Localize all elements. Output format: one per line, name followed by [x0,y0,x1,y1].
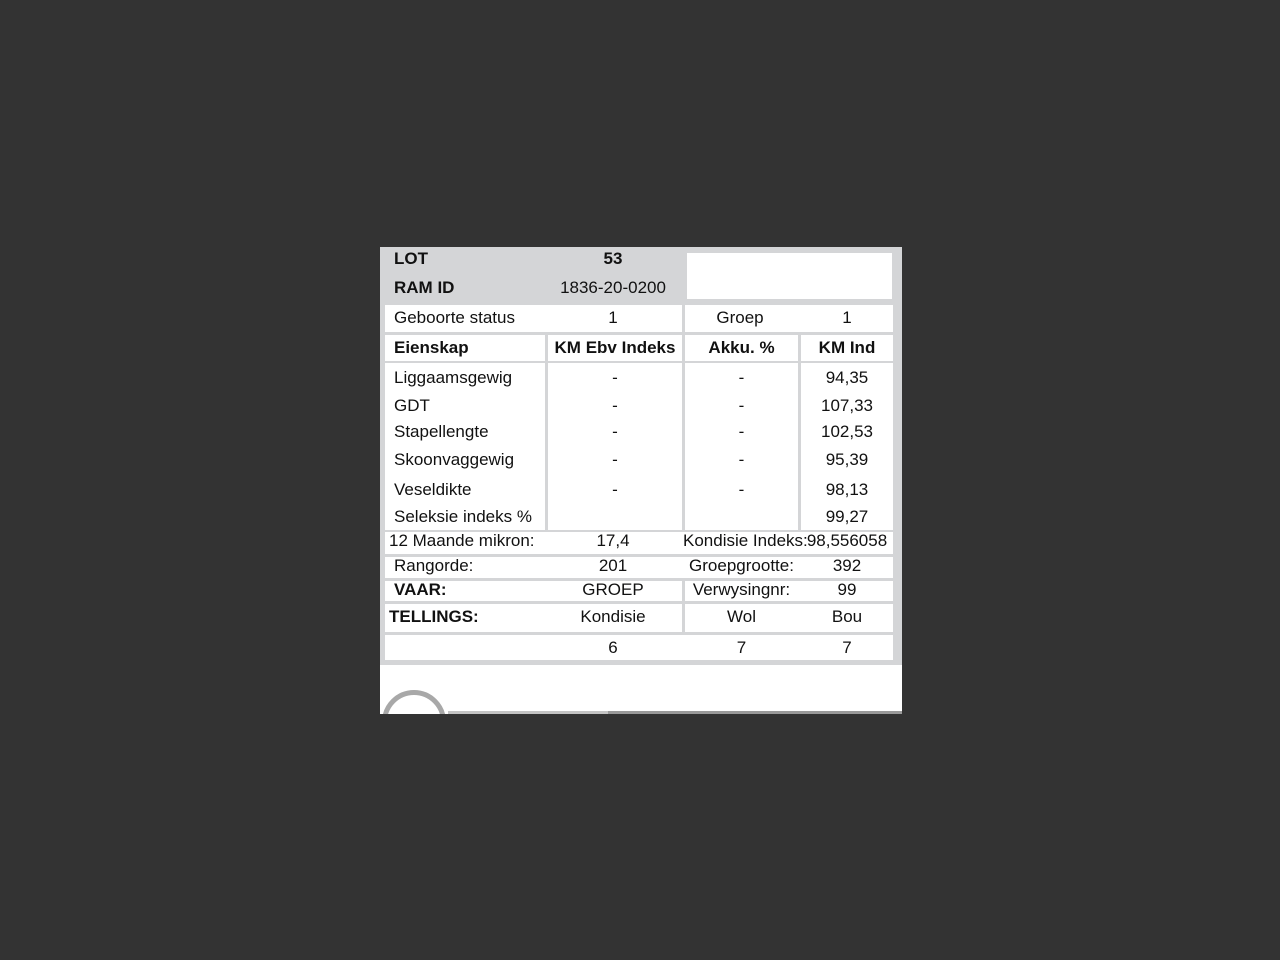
ram-id-value: 1836-20-0200 [560,278,666,297]
trait-name: Skoonvaggewig [394,450,515,469]
ram-report-card [380,247,902,714]
birth-status-label: Geboorte status [394,308,515,327]
trait-index: 99,27 [825,507,869,526]
trait-accuracy: - [738,368,745,387]
trait-index: 102,53 [821,422,873,441]
trait-index: 94,35 [825,368,869,387]
trait-ebv: - [612,422,618,441]
count-header-build: Bou [831,607,863,626]
footer-divider-light [448,711,608,714]
group-value: 1 [842,308,852,327]
trait-name: Stapellengte [394,422,489,441]
lot-value: 53 [603,249,623,268]
trait-index: 95,39 [825,450,869,469]
group-size-label: Groepgrootte: [689,556,794,575]
group-label: Groep [716,308,764,327]
trait-name: GDT [394,396,430,415]
sire-value: GROEP [582,580,644,599]
condition-index-label: Kondisie Indeks: [683,531,808,550]
count-header-condition: Kondisie [580,607,646,626]
trait-ebv: - [612,368,618,387]
col-header-accuracy: Akku. % [708,338,775,357]
report-panel [380,247,902,665]
birth-status-value: 1 [608,308,618,327]
count-value-wool: 7 [736,638,747,657]
rank-value: 201 [598,556,628,575]
micron-label: 12 Maande mikron: [389,531,535,550]
count-value-condition: 6 [608,638,618,657]
trait-name: Veseldikte [394,480,472,499]
ram-id-label: RAM ID [394,278,455,297]
condition-index-value: 98,556058 [806,531,888,550]
trait-accuracy-column [685,363,798,530]
col-header-trait: Eienskap [394,338,469,357]
count-value-build: 7 [842,638,852,657]
micron-value: 17,4 [596,531,630,550]
footer-circle-graphic [382,690,446,714]
trait-ebv: - [612,396,618,415]
trait-accuracy: - [738,480,745,499]
trait-accuracy: - [738,450,745,469]
trait-index-column [801,363,893,530]
trait-index: 107,33 [821,396,873,415]
trait-ebv-column [548,363,682,530]
trait-name: Seleksie indeks % [394,507,532,526]
trait-accuracy: - [738,396,745,415]
trait-index: 98,13 [825,480,869,499]
reference-value: 99 [837,580,857,599]
count-header-wool: Wol [727,607,756,626]
trait-ebv: - [612,480,618,499]
trait-ebv: - [612,450,618,469]
trait-accuracy: - [738,422,745,441]
counts-label: TELLINGS: [389,607,479,626]
lot-label: LOT [394,249,428,268]
sire-label: VAAR: [394,580,447,599]
col-header-index: KM Ind [818,338,876,357]
col-header-ebv: KM Ebv Indeks [554,338,676,357]
rank-label: Rangorde: [394,556,474,575]
photo-box [687,253,892,299]
reference-label: Verwysingnr: [692,580,791,599]
trait-name: Liggaamsgewig [394,368,513,387]
group-size-value: 392 [832,556,862,575]
trait-name-column [385,363,545,530]
